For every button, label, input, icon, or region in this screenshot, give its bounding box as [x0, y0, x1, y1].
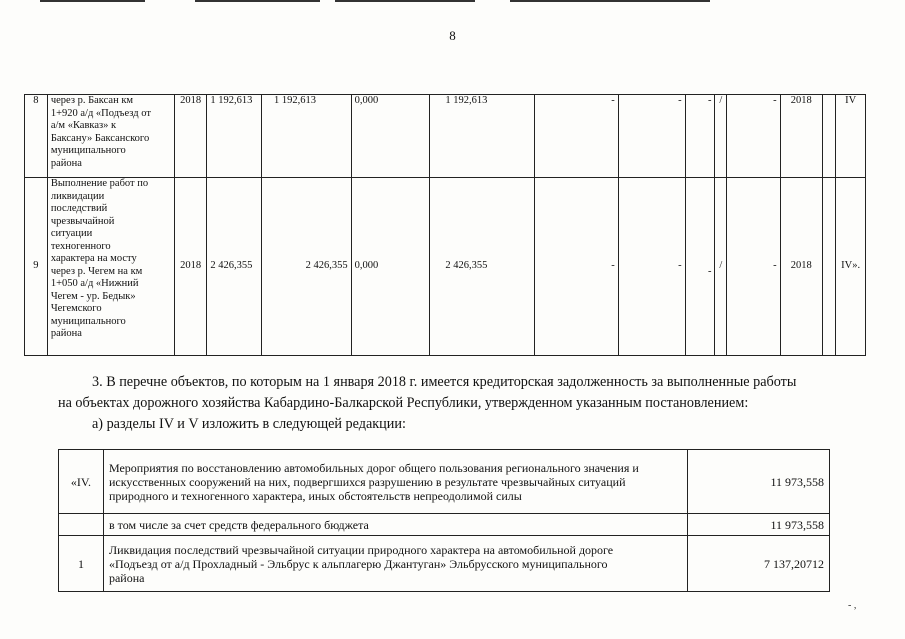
section-text-line: «Подъезд от а/д Прохладный - Эльбрус к альплагерю Джантуган» Эльбрусского муниципального	[108, 556, 608, 571]
object-name-line: характера на мосту	[50, 253, 137, 264]
amount-cell: 2 426,355	[430, 178, 534, 356]
section-number	[59, 514, 104, 536]
section-value: 11 973,558	[688, 450, 830, 514]
amount-cell: -	[618, 95, 685, 178]
section-value: 11 973,558	[688, 514, 830, 536]
object-name-line: Чегем - ур. Бедык»	[50, 290, 136, 302]
page-number: 8	[449, 28, 456, 43]
year-cell: 2018	[780, 178, 822, 356]
amount-cell: /	[715, 178, 727, 356]
section-value: 7 137,20712	[688, 536, 830, 592]
object-name-line: Выполнение работ по	[50, 178, 149, 189]
object-name-line: через р. Баксан км	[50, 95, 134, 106]
amount-cell: -	[727, 95, 780, 178]
paragraph-line: а) разделы IV и V изложить в следующей редакции:	[92, 416, 406, 432]
object-name-line: муниципального	[50, 145, 126, 156]
object-name-line: чрезвычайной	[50, 215, 115, 227]
table-row	[59, 536, 830, 592]
scan-edge-line	[510, 0, 710, 2]
section-number: «IV.	[59, 450, 104, 514]
object-name-line: ситуации	[50, 228, 93, 239]
object-name	[47, 178, 174, 356]
amount-cell: -	[534, 178, 618, 356]
paragraph-line: 3. В перечне объектов, по которым на 1 января 2018 г. имеется кредиторская задолженность за выполненные работы	[92, 374, 797, 390]
object-name-line: района	[50, 157, 82, 169]
empty-cell	[823, 95, 836, 178]
year-cell: 2018	[780, 95, 822, 178]
object-name	[47, 95, 174, 178]
row-number: 9	[25, 178, 48, 356]
object-name-line: через р. Чегем на км	[50, 265, 143, 277]
table-row	[59, 514, 830, 536]
section-number: 1	[59, 536, 104, 592]
sections-table	[58, 449, 830, 592]
object-name-line: ликвидации	[50, 190, 105, 202]
amount-cell: 1 192,613	[430, 95, 534, 178]
object-name-line: 1+050 а/д «Нижний	[50, 278, 139, 289]
amount-cell: /	[715, 95, 727, 178]
amount-cell: -	[685, 95, 715, 178]
quarter-cell: IV	[836, 95, 866, 178]
quarter-cell: IV».	[836, 178, 866, 356]
section-text	[103, 450, 687, 514]
object-name-line: района	[50, 328, 82, 339]
table-row	[25, 178, 866, 356]
amount-cell: -	[534, 95, 618, 178]
empty-cell	[823, 178, 836, 356]
scan-edge-line	[335, 0, 475, 2]
row-number: 8	[25, 95, 48, 178]
amount-cell: -	[727, 178, 780, 356]
section-text-line: Мероприятия по восстановлению автомобильных дорог общего пользования регионального значения и	[108, 460, 639, 475]
amount-cell: -	[618, 178, 685, 356]
amount-cell: 2 426,355	[261, 178, 351, 356]
section-text-line: искусственных сооружений на них, подвергшихся разрушению в результате чрезвычайных ситуаций	[108, 474, 626, 489]
section-text-line: района	[108, 570, 145, 585]
amount-cell: 0,000	[351, 95, 430, 178]
section-text-line: Ликвидация последствий чрезвычайной ситуации природного характера на автомобильной дороге	[108, 542, 614, 557]
object-name-line: а/м «Кавказ» к	[50, 120, 117, 131]
scan-artifact: - ,	[848, 600, 857, 611]
object-name-line: муниципального	[50, 315, 126, 327]
object-name-line: 1+920 а/д «Подъезд от	[50, 107, 151, 119]
section-text-line: в том числе за счет средств федерального бюджета	[108, 517, 369, 532]
table-row	[25, 95, 866, 178]
object-name-line: Баксану» Баксанского	[50, 132, 150, 144]
section-text	[103, 536, 687, 592]
objects-table	[24, 94, 866, 356]
section-text	[103, 514, 687, 536]
object-name-line: техногенного	[50, 240, 111, 252]
amount-cell: -	[685, 178, 715, 356]
year-cell: 2018	[174, 95, 207, 178]
scan-edge-line	[40, 0, 145, 2]
amount-cell: 0,000	[351, 178, 430, 356]
scan-edge-line	[195, 0, 320, 2]
total-cell: 2 426,355	[207, 178, 262, 356]
table-row	[59, 450, 830, 514]
object-name-line: Чегемского	[50, 303, 102, 314]
object-name-line: последствий	[50, 203, 108, 214]
year-cell: 2018	[174, 178, 207, 356]
amount-cell: 1 192,613	[261, 95, 351, 178]
total-cell: 1 192,613	[207, 95, 262, 178]
paragraph-line: на объектах дорожного хозяйства Кабардино-Балкарской Республики, утвержденном указанным постановлением:	[58, 395, 749, 411]
section-text-line: природного и техногенного характера, иных обстоятельств непреодолимой силы	[108, 488, 522, 503]
